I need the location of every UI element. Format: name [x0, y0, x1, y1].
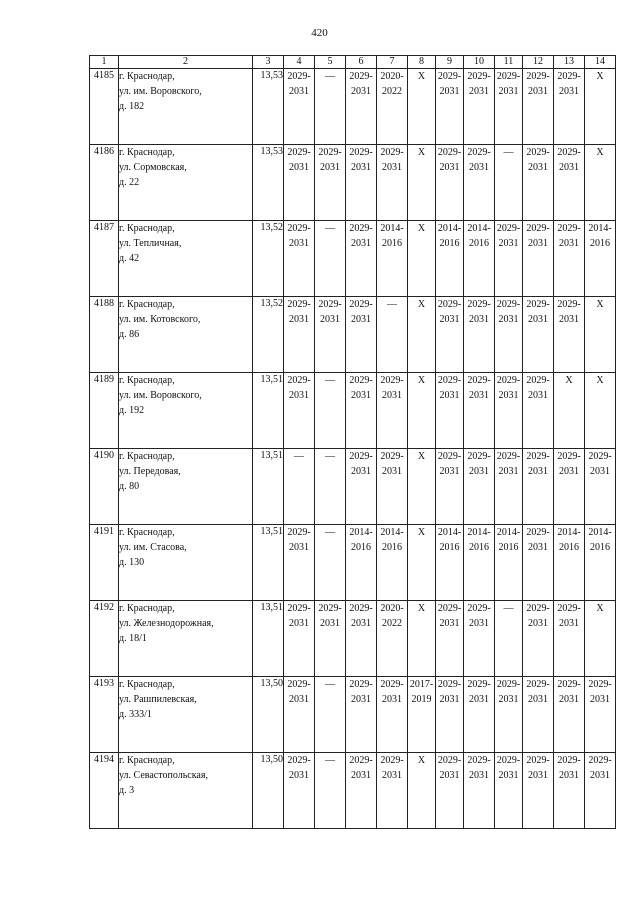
column-header: 12 — [523, 56, 554, 69]
address-line: ул. Севастопольская, — [119, 770, 208, 781]
period-cell: 2029- 2031 — [346, 601, 377, 677]
address-line: д. 3 — [119, 785, 135, 796]
period-cell: 2029- 2031 — [495, 69, 523, 145]
period-cell: 2014- 2016 — [495, 525, 523, 601]
address-line: г. Краснодар, — [119, 603, 175, 614]
period-cell: 2029- 2031 — [554, 145, 585, 221]
address-line: ул. Сормовская, — [119, 162, 187, 173]
period-cell: 2029- 2031 — [495, 297, 523, 373]
registry-table — [89, 55, 616, 829]
address-line: г. Краснодар, — [119, 223, 175, 234]
column-header: 9 — [436, 56, 464, 69]
column-header: 4 — [284, 56, 315, 69]
period-cell: 2029- 2031 — [346, 753, 377, 829]
area-cell: 13,53 — [253, 145, 284, 221]
row-number: 4194 — [90, 753, 119, 829]
address-cell — [119, 525, 253, 601]
period-cell: 2029- 2031 — [284, 601, 315, 677]
address-cell — [119, 221, 253, 297]
area-cell: 13,51 — [253, 449, 284, 525]
address-line: г. Краснодар, — [119, 679, 175, 690]
period-cell: Х — [408, 753, 436, 829]
period-cell: — — [315, 449, 346, 525]
area-cell: 13,51 — [253, 601, 284, 677]
period-cell: 2029- 2031 — [495, 753, 523, 829]
period-cell: 2029- 2031 — [436, 449, 464, 525]
address-line: д. 22 — [119, 177, 140, 188]
period-cell: 2029- 2031 — [436, 69, 464, 145]
address-line: д. 80 — [119, 481, 140, 492]
column-header: 11 — [495, 56, 523, 69]
period-cell: 2029- 2031 — [523, 297, 554, 373]
period-cell: 2029- 2031 — [315, 297, 346, 373]
period-cell: 2029- 2031 — [284, 373, 315, 449]
address-line: г. Краснодар, — [119, 299, 175, 310]
period-cell: Х — [408, 449, 436, 525]
period-cell: Х — [408, 297, 436, 373]
period-cell: Х — [585, 601, 616, 677]
period-cell: 2029- 2031 — [377, 373, 408, 449]
address-cell — [119, 373, 253, 449]
period-cell: 2020- 2022 — [377, 69, 408, 145]
period-cell: 2029- 2031 — [554, 753, 585, 829]
period-cell: Х — [585, 69, 616, 145]
address-line: ул. Тепличная, — [119, 238, 182, 249]
period-cell: 2029- 2031 — [554, 449, 585, 525]
table-row — [90, 373, 616, 449]
period-cell: 2014- 2016 — [585, 525, 616, 601]
area-cell: 13,52 — [253, 221, 284, 297]
period-cell: 2029- 2031 — [377, 677, 408, 753]
period-cell: 2029- 2031 — [436, 753, 464, 829]
period-cell: 2029- 2031 — [284, 221, 315, 297]
address-line: ул. Рашпилевская, — [119, 694, 197, 705]
period-cell: 2017- 2019 — [408, 677, 436, 753]
period-cell: 2029- 2031 — [523, 449, 554, 525]
address-line: ул. Передовая, — [119, 466, 181, 477]
address-line: г. Краснодар, — [119, 527, 175, 538]
column-header: 14 — [585, 56, 616, 69]
period-cell: 2029- 2031 — [346, 373, 377, 449]
table-row — [90, 601, 616, 677]
row-number: 4189 — [90, 373, 119, 449]
header-row — [90, 56, 616, 69]
period-cell: 2029- 2031 — [554, 601, 585, 677]
period-cell: — — [377, 297, 408, 373]
period-cell: 2029- 2031 — [464, 753, 495, 829]
period-cell: 2029- 2031 — [464, 449, 495, 525]
row-number: 4185 — [90, 69, 119, 145]
address-cell — [119, 601, 253, 677]
address-line: д. 192 — [119, 405, 145, 416]
period-cell: 2014- 2016 — [436, 525, 464, 601]
period-cell: 2014- 2016 — [464, 221, 495, 297]
period-cell: — — [495, 145, 523, 221]
period-cell: 2029- 2031 — [523, 221, 554, 297]
period-cell: 2029- 2031 — [523, 69, 554, 145]
period-cell: 2029- 2031 — [523, 145, 554, 221]
period-cell: — — [315, 753, 346, 829]
period-cell: 2014- 2016 — [377, 525, 408, 601]
period-cell: 2029- 2031 — [585, 449, 616, 525]
period-cell: 2029- 2031 — [284, 753, 315, 829]
period-cell: 2029- 2031 — [346, 145, 377, 221]
period-cell: Х — [408, 145, 436, 221]
period-cell: 2014- 2016 — [377, 221, 408, 297]
period-cell: 2029- 2031 — [464, 373, 495, 449]
period-cell: 2029- 2031 — [284, 69, 315, 145]
table-row — [90, 449, 616, 525]
period-cell: 2029- 2031 — [346, 677, 377, 753]
period-cell: 2014- 2016 — [464, 525, 495, 601]
period-cell: 2029- 2031 — [346, 221, 377, 297]
row-number: 4190 — [90, 449, 119, 525]
period-cell: 2029- 2031 — [315, 145, 346, 221]
address-line: г. Краснодар, — [119, 451, 175, 462]
period-cell: 2029- 2031 — [346, 297, 377, 373]
period-cell: 2029- 2031 — [554, 297, 585, 373]
period-cell: 2029- 2031 — [523, 677, 554, 753]
address-line: ул. им. Котовского, — [119, 314, 201, 325]
period-cell: 2029- 2031 — [284, 525, 315, 601]
table-row — [90, 753, 616, 829]
address-line: ул. им. Воровского, — [119, 390, 202, 401]
area-cell: 13,50 — [253, 677, 284, 753]
address-line: ул. Железнодорожная, — [119, 618, 214, 629]
period-cell: 2029- 2031 — [464, 601, 495, 677]
period-cell: Х — [408, 69, 436, 145]
area-cell: 13,52 — [253, 297, 284, 373]
period-cell: 2029- 2031 — [284, 297, 315, 373]
period-cell: Х — [408, 373, 436, 449]
row-number: 4188 — [90, 297, 119, 373]
period-cell: 2029- 2031 — [464, 69, 495, 145]
period-cell: 2029- 2031 — [495, 373, 523, 449]
column-header: 13 — [554, 56, 585, 69]
period-cell: 2014- 2016 — [585, 221, 616, 297]
address-line: г. Краснодар, — [119, 71, 175, 82]
period-cell: 2029- 2031 — [523, 373, 554, 449]
column-header: 2 — [119, 56, 253, 69]
period-cell: 2029- 2031 — [377, 145, 408, 221]
period-cell: — — [495, 601, 523, 677]
table-row — [90, 221, 616, 297]
column-header: 8 — [408, 56, 436, 69]
address-line: д. 182 — [119, 101, 145, 112]
period-cell: 2020- 2022 — [377, 601, 408, 677]
address-line: г. Краснодар, — [119, 755, 175, 766]
period-cell: 2029- 2031 — [346, 449, 377, 525]
row-number: 4186 — [90, 145, 119, 221]
address-cell — [119, 753, 253, 829]
period-cell: — — [315, 525, 346, 601]
period-cell: 2029- 2031 — [377, 449, 408, 525]
period-cell: 2029- 2031 — [554, 221, 585, 297]
period-cell: Х — [554, 373, 585, 449]
table-row — [90, 677, 616, 753]
period-cell: Х — [408, 221, 436, 297]
period-cell: Х — [585, 297, 616, 373]
period-cell: — — [315, 373, 346, 449]
period-cell: Х — [585, 373, 616, 449]
period-cell: 2029- 2031 — [585, 753, 616, 829]
address-line: г. Краснодар, — [119, 147, 175, 158]
column-header: 7 — [377, 56, 408, 69]
period-cell: 2029- 2031 — [436, 145, 464, 221]
table-row — [90, 297, 616, 373]
period-cell: — — [284, 449, 315, 525]
period-cell: 2029- 2031 — [377, 753, 408, 829]
address-line: д. 86 — [119, 329, 140, 340]
address-line: д. 42 — [119, 253, 140, 264]
row-number: 4191 — [90, 525, 119, 601]
address-line: г. Краснодар, — [119, 375, 175, 386]
period-cell: 2029- 2031 — [464, 677, 495, 753]
period-cell: — — [315, 221, 346, 297]
period-cell: 2029- 2031 — [585, 677, 616, 753]
period-cell: Х — [408, 601, 436, 677]
period-cell: 2029- 2031 — [554, 69, 585, 145]
period-cell: 2029- 2031 — [523, 525, 554, 601]
address-cell — [119, 449, 253, 525]
page-number: 420 — [311, 27, 328, 39]
period-cell: 2014- 2016 — [436, 221, 464, 297]
column-header: 3 — [253, 56, 284, 69]
address-cell — [119, 69, 253, 145]
address-line: д. 333/1 — [119, 709, 152, 720]
column-header: 1 — [90, 56, 119, 69]
row-number: 4193 — [90, 677, 119, 753]
period-cell: — — [315, 677, 346, 753]
period-cell: 2029- 2031 — [436, 677, 464, 753]
address-cell — [119, 297, 253, 373]
column-header: 10 — [464, 56, 495, 69]
period-cell: Х — [408, 525, 436, 601]
area-cell: 13,53 — [253, 69, 284, 145]
table-body — [90, 69, 616, 829]
period-cell: 2029- 2031 — [436, 373, 464, 449]
table-row — [90, 525, 616, 601]
table-row — [90, 69, 616, 145]
period-cell: 2029- 2031 — [523, 753, 554, 829]
period-cell: 2029- 2031 — [464, 297, 495, 373]
address-line: д. 130 — [119, 557, 145, 568]
period-cell: 2014- 2016 — [554, 525, 585, 601]
address-line: д. 18/1 — [119, 633, 147, 644]
period-cell: 2029- 2031 — [284, 145, 315, 221]
period-cell: — — [315, 69, 346, 145]
area-cell: 13,51 — [253, 373, 284, 449]
period-cell: 2029- 2031 — [315, 601, 346, 677]
row-number: 4187 — [90, 221, 119, 297]
period-cell: 2029- 2031 — [436, 601, 464, 677]
table-row — [90, 145, 616, 221]
area-cell: 13,50 — [253, 753, 284, 829]
period-cell: 2029- 2031 — [495, 449, 523, 525]
period-cell: 2029- 2031 — [523, 601, 554, 677]
address-line: ул. им. Воровского, — [119, 86, 202, 97]
period-cell: 2029- 2031 — [464, 145, 495, 221]
period-cell: 2014- 2016 — [346, 525, 377, 601]
row-number: 4192 — [90, 601, 119, 677]
address-line: ул. им. Стасова, — [119, 542, 187, 553]
column-header: 6 — [346, 56, 377, 69]
period-cell: 2029- 2031 — [495, 221, 523, 297]
period-cell: Х — [585, 145, 616, 221]
column-header: 5 — [315, 56, 346, 69]
period-cell: 2029- 2031 — [554, 677, 585, 753]
period-cell: 2029- 2031 — [436, 297, 464, 373]
area-cell: 13,51 — [253, 525, 284, 601]
period-cell: 2029- 2031 — [284, 677, 315, 753]
address-cell — [119, 145, 253, 221]
period-cell: 2029- 2031 — [495, 677, 523, 753]
period-cell: 2029- 2031 — [346, 69, 377, 145]
address-cell — [119, 677, 253, 753]
